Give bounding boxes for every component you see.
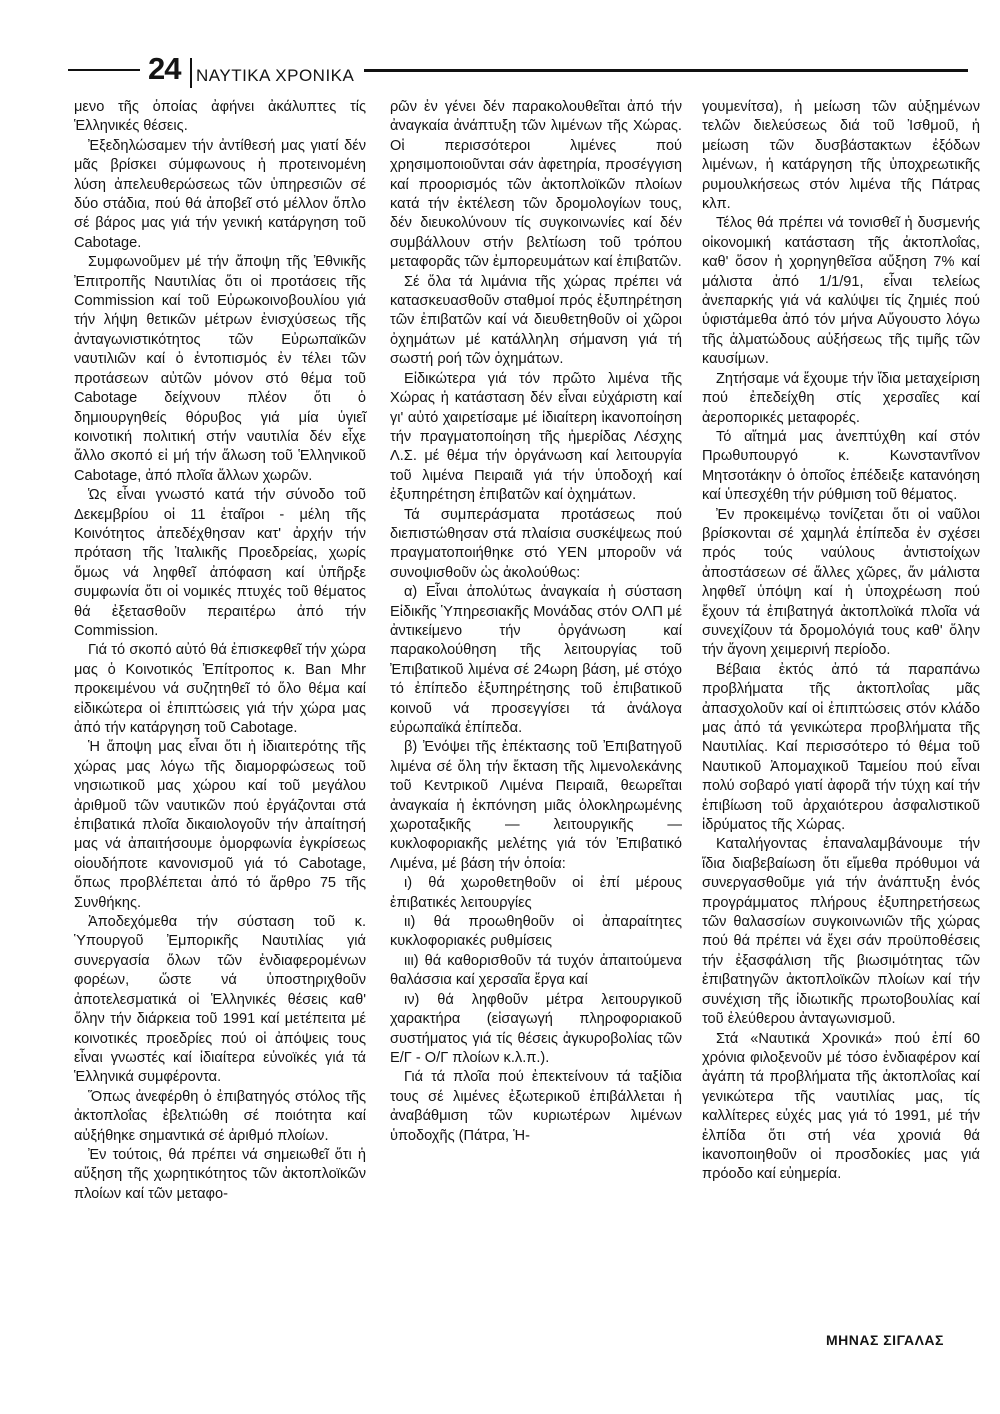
paragraph: α) Εἶναι ἀπολύτως ἀναγκαία ἡ σύσταση Εἰδικῆς Ὑπηρεσιακῆς Μονάδας στόν ΟΛΠ μέ ἀντικείμενο τήν ὀργάνωση καί παρακολούθηση τῆς λειτουργίας τοῦ Ἐπιβατικοῦ λιμένα σέ 24ωρη βάση, μέ στόχο τό ἐπίπεδο ἐξυπηρέτησης τοῦ ἐπιβατικοῦ κοινοῦ νά προσεγγίσει τά ἀνάλογα εὐρωπαϊκά ἐπίπεδα.: [390, 584, 682, 736]
paragraph: ρῶν ἐν γένει δέν παρακολουθεῖται ἀπό τήν ἀναγκαία ἀνάπτυξη τῶν λιμένων τῆς Χώρας. Οἱ περισσότεροι λιμένες πού χρησιμοποιοῦνται σάν ἀφετηρία, προσέγγιση καί προορισμός τῶν ἀκτοπλοϊκῶν πλοίων κατά τήν ἐκτέλεση τῶν δρομολογίων τους, δέν διευκολύνουν τίς συγκοινωνίες καί δέν συμβάλλουν στήν βελτίωση τοῦ τρόπου μεταφορᾶς τῶν ἐμπορευμάτων καί ἐπιβατῶν.: [390, 99, 682, 271]
article-body: [74, 98, 980, 1398]
page-number: 24: [148, 51, 181, 86]
paragraph: Γιά τό σκοπό αὐτό θά ἐπισκεφθεῖ τήν χώρα μας ὁ Κοινοτικός Ἐπίτροπος κ. Ban Mhr προκειμένου νά συζητηθεῖ τό ὅλο θέμα καί εἰδικώτερα οἱ ἐπιπτώσεις γιά τήν χώρα μας ἀπό τήν κατάργηση τοῦ Cabotage.: [74, 642, 366, 736]
paragraph: Ἐξεδηλώσαμεν τήν ἀντίθεσή μας γιατί δέν μᾶς βρίσκει σύμφωνους ἡ προτεινομένη λύση ἀπελευθερώσεως τῶν ὑπηρεσιῶν σέ δύο στάδια, πού θά ἀποβεῖ στό μέλλον ὅπλο σέ βάρος μας γιά τήν γενική κατάργηση τοῦ Cabotage.: [74, 137, 366, 251]
paragraph: Στά «Ναυτικά Χρονικά» πού ἐπί 60 χρόνια φιλοξενοῦν μέ τόσο ἐνδιαφέρον καί ἀγάπη τά προβλήματα τῆς ἀκτοπλοΐας καί γενικώτερα τῆς ναυτιλίας μας, τίς καλλίτερες εὐχές μας γιά τό 1991, μέ τήν ἐλπίδα ὅτι στή νέα χρονιά θά ἱκανοποιηθοῦν οἱ προσδοκίες μας γιά πρόοδο καί εὐημερία.: [702, 1030, 980, 1183]
paragraph: Καταλήγοντας ἐπαναλαμβάνουμε τήν ἴδια διαβεβαίωση ὅτι εἴμεθα πρόθυμοι νά συνεργασθοῦμε γιά τήν ἀνάπτυξη ἑνός προγράμματος πλήρους ἐξυπηρετήσεως τῶν θαλασσίων συγκοινωνιῶν τῆς χώρας πού θά πρέπει νά ἔχει σάν προϋποθέσεις τήν ἐξασφάλιση τῆς βιωσιμότητας τῶν ἐπιβατηγῶν ἀκτοπλοϊκῶν πλοίων καί τήν συνέχιση τῆς ἰδιωτικῆς πρωτοβουλίας καί τοῦ ἐλεύθερου ἀνταγωνισμοῦ.: [702, 836, 980, 1028]
list-item: ι) θά χωροθετηθοῦν οἱ ἐπί μέρους ἐπιβατικές λειτουργίες: [390, 875, 682, 911]
paragraph: Γιά τά πλοῖα πού ἐπεκτείνουν τά ταξίδια τους σέ λιμένες ἐξωτερικοῦ ἐπιβάλλεται ἡ ἀναβάθμιση τῶν κυριωτέρων λιμένων ὑποδοχῆς (Πάτρα, Ἡ-: [390, 1069, 682, 1144]
paragraph: Τό αἴτημά μας ἀνεπτύχθη καί στόν Πρωθυπουργό κ. Κωνσταντῖνον Μητσοτάκην ὁ ὁποῖος ἐπέδειξε κατανόηση καί ὑπεσχέθη τήν ρύθμιση τοῦ θέματος.: [702, 428, 980, 504]
paragraph: Ἀποδεχόμεθα τήν σύσταση τοῦ κ. Ὑπουργοῦ Ἐμπορικῆς Ναυτιλίας γιά συνεργασία ὅλων τῶν ἐνδιαφερομένων φορέων, ὥστε νά ὑποστηριχθοῦν ἀποτελεσματικά οἱ Ἑλληνικές θέσεις καθ' ὅλην τήν διάρκεια τοῦ 1991 καί μετέπειτα μέ κοινοτικές προεδρίες πού οἱ ἀπόψεις τους εἶναι γνωστές καί ἰδιαίτερα εὐνοϊκές γιά τά Ἑλληνικά συμφέροντα.: [74, 914, 366, 1086]
list-item: ιι) θά προωθηθοῦν οἱ ἀπαραίτητες κυκλοφοριακές ρυθμίσεις: [390, 914, 682, 950]
header-rule-right: [364, 69, 968, 72]
paragraph: Βέβαια ἐκτός ἀπό τά παραπάνω προβλήματα τῆς ἀκτοπλοΐας μᾶς ἀπασχολοῦν καί οἱ ἐπιπτώσεις στόν κλάδο μας ἀπό τά γενικώτερα προβλήματα τῆς Ναυτιλίας. Καί περισσότερο τό θέμα τοῦ Ναυτικοῦ Ἀπομαχικοῦ Ταμείου πού εἶναι πολύ σοβαρό γιατί ἀφορᾶ τήν τύχη καί τήν ἐπιβίωση τοῦ ἀρχαιότερου ἀσφαλιστικοῦ ἱδρύματος τῆς Χώρας.: [702, 661, 980, 834]
text-column-2: [390, 98, 682, 1146]
paragraph: μενο τῆς ὁποίας ἀφήνει ἀκάλυπτες τίς Ἑλληνικές θέσεις.: [74, 99, 366, 135]
paragraph: Ἐν τούτοις, θά πρέπει νά σημειωθεῖ ὅτι ἡ αὔξηση τῆς χωρητικότητος τῶν ἀκτοπλοϊκῶν πλοίων καί τῶν μεταφο-: [74, 1146, 366, 1202]
paragraph: γουμενίτσα), ἡ μείωση τῶν αὐξημένων τελῶν διελεύσεως διά τοῦ Ἰσθμοῦ, ἡ μείωση τῶν δυσβάστακτων ἐξόδων λιμένων, ἡ κατάργηση τῆς ὑποχρεωτικῆς ρυμουλκήσεως στόν λιμένα τῆς Πάτρας κλπ.: [702, 99, 980, 213]
paragraph: Ὅπως ἀνεφέρθη ὁ ἐπιβατηγός στόλος τῆς ἀκτοπλοΐας ἐβελτιώθη σέ ποιότητα καί αὐξήθηκε σημαντικά σέ ἀριθμό πλοίων.: [74, 1088, 366, 1144]
paragraph: Ἐν προκειμένῳ τονίζεται ὅτι οἱ ναῦλοι βρίσκονται σέ χαμηλά ἐπίπεδα ἐν σχέσει πρός τούς ναύλους ἀντιστοίχων ἀποστάσεων σέ ἄλλες χῶρες, ἄν μάλιστα ληφθεῖ ὑπόψη καί ἡ ὑποχρέωση πού ἔχουν τά ἐπιβατηγά ἀκτοπλοϊκά πλοῖα νά συνεχίζουν τά δρομολόγιά τους καθ' ὅλην τήν ἄγονη χειμερινή περίοδο.: [702, 506, 980, 659]
paragraph: β) Ἐνόψει τῆς ἐπέκτασης τοῦ Ἐπιβατηγοῦ λιμένα σέ ὅλη τήν ἔκταση τῆς λιμενολεκάνης τοῦ Κεντρικοῦ Λιμένα Πειραιᾶ, θεωρεῖται ἀναγκαία ἡ ἐκπόνηση μιᾶς ὁλοκληρωμένης χωροταξικῆς — λειτουργικῆς — κυκλοφοριακῆς μελέτης γιά τόν Ἐπιβατικό Λιμένα, μέ βάση τήν ὁποία:: [390, 739, 682, 872]
list-item: ιιι) θά καθορισθοῦν τά τυχόν ἀπαιτούμενα θαλάσσια καί χερσαῖα ἔργα καί: [390, 952, 682, 989]
list-item: ιν) θά ληφθοῦν μέτρα λειτουργικοῦ χαρακτήρα (εἰσαγωγή πληροφοριακοῦ συστήματος γιά τίς θέσεις ἀγκυροβολίας τῶν Ε/Γ - Ο/Γ πλοίων κ.λ.π.).: [390, 991, 682, 1066]
paragraph: Τέλος θά πρέπει νά τονισθεῖ ἡ δυσμενής οἰκονομική κατάσταση τῆς ἀκτοπλοΐας, καθ' ὅσον ἡ χορηγηθεῖσα αὔξηση 7% καί μάλιστα ἀπό 1/1/91, εἶναι τελείως ἀνεπαρκής γιά νά καλύψει τίς ζημιές πού ὑφιστάμεθα ἀπό τόν μήνα Αὔγουστο λόγω τῆς ἀλματώδους αὐξήσεως τῆς τιμῆς τῶν καυσίμων.: [702, 215, 980, 368]
paragraph: Ζητήσαμε νά ἔχουμε τήν ἴδια μεταχείριση πού ἐπεδείχθη στίς χερσαῖες καί ἀεροπορικές μεταφορές.: [702, 370, 980, 426]
paragraph: Ἡ ἄποψη μας εἶναι ὅτι ἡ ἰδιαιτερότης τῆς χώρας μας λόγω τῆς διαμορφώσεως τοῦ νησιωτικοῦ μας χώρου καί τοῦ μεγάλου ἀριθμοῦ τῶν ναυτικῶν πού ἐργάζονται στά ἐπιβατικά πλοῖα δικαιολογοῦν τήν ἀπαίτησή μας νά ἀπαιτήσουμε ὁμορφωνία ἐγκρίσεως οἱουδήποτε κανονισμοῦ γιά τό Cabotage, ὅπως προβλέπεται ἀπό τό ἄρθρο 75 τῆς Συνθήκης.: [74, 739, 366, 911]
author-signature: ΜΗΝΑΣ ΣΙΓΑΛΑΣ: [826, 1332, 944, 1348]
header-rule-left: [68, 69, 140, 71]
paragraph: Συμφωνοῦμεν μέ τήν ἄποψη τῆς Ἐθνικῆς Ἐπιτροπῆς Ναυτιλίας ὅτι οἱ προτάσεις τῆς Commission καί τοῦ Εὐρωκοινοβουλίου γιά τήν λήψη θετικῶν μέτρων ἐνισχύσεως τῆς ἀνταγωνιστικότητος τῶν Εὐρωπαϊκῶν ναυτιλιῶν καί ὁ ἐντοπισμός ἐν τέλει τῶν προτάσεων αὐτῶν μόνον στό θέμα τοῦ Cabotage δείχνουν πλέον ὅτι ὁ δημιουργηθείς θόρυβος γιά μία ὑγιεῖ κοινοτική πολιτική στήν ναυτιλία δέν εἶχε ἄλλο σκοπό εἰ μή τήν ἅλωση τοῦ Ἑλληνικοῦ Cabotage, ἀπό πλοῖα ἄλλων χωρῶν.: [74, 254, 366, 484]
paragraph: Ὡς εἶναι γνωστό κατά τήν σύνοδο τοῦ Δεκεμβρίου οἱ 11 ἑταῖροι - μέλη τῆς Κοινότητος ἀπεδέχθησαν κατ' ἀρχήν τήν πρόταση τῆς Ἰταλικῆς Προεδρείας, χωρίς ὅμως νά ληφθεῖ ἀπόφαση καί ὑπῆρξε συμφωνία ὅτι οἱ νομικές πτυχές τοῦ θέματος θά ἐξετασθοῦν περαιτέρω ἀπό τήν Commission.: [74, 487, 366, 639]
text-column-1: [74, 98, 366, 1204]
text-column-3: [702, 98, 980, 1185]
paragraph: Σέ ὅλα τά λιμάνια τῆς χώρας πρέπει νά κατασκευασθοῦν σταθμοί πρός ἐξυπηρέτηση τῶν ἐπιβατῶν καί νά διευθετηθοῦν οἱ χῶροι ὀχημάτων μέ κατάλληλη σήμανση γιά τή σωστή ροή τῶν ὀχημάτων.: [390, 273, 682, 368]
paragraph: Τά συμπεράσματα προτάσεως πού διεπιστώθησαν στά πλαίσια συσκέψεως πού πραγματοποιήθηκε στό ΥΕΝ μποροῦν νά συνοψισθοῦν ὡς ἀκολούθως:: [390, 506, 682, 581]
header-divider: [190, 58, 192, 88]
paragraph: Εἰδικώτερα γιά τόν πρῶτο λιμένα τῆς Χώρας ἡ κατάσταση δέν εἶναι εὐχάριστη καί γι' αὐτό χαιρετίσαμε μέ ἰδιαίτερη ἱκανοποίηση τήν πραγματοποίηση τῆς ἡμερίδας Λέσχης Λ.Σ. μέ θέμα τήν ὀργάνωση καί λειτουργία τοῦ λιμένα Πειραιᾶ γιά τήν ὑποδοχή καί ἐξυπηρέτηση ἐπιβατῶν καί ὀχημάτων.: [390, 370, 682, 504]
page-header: [68, 52, 968, 92]
publication-title: ΝΑΥΤΙΚΑ ΧΡΟΝΙΚΑ: [196, 66, 355, 85]
